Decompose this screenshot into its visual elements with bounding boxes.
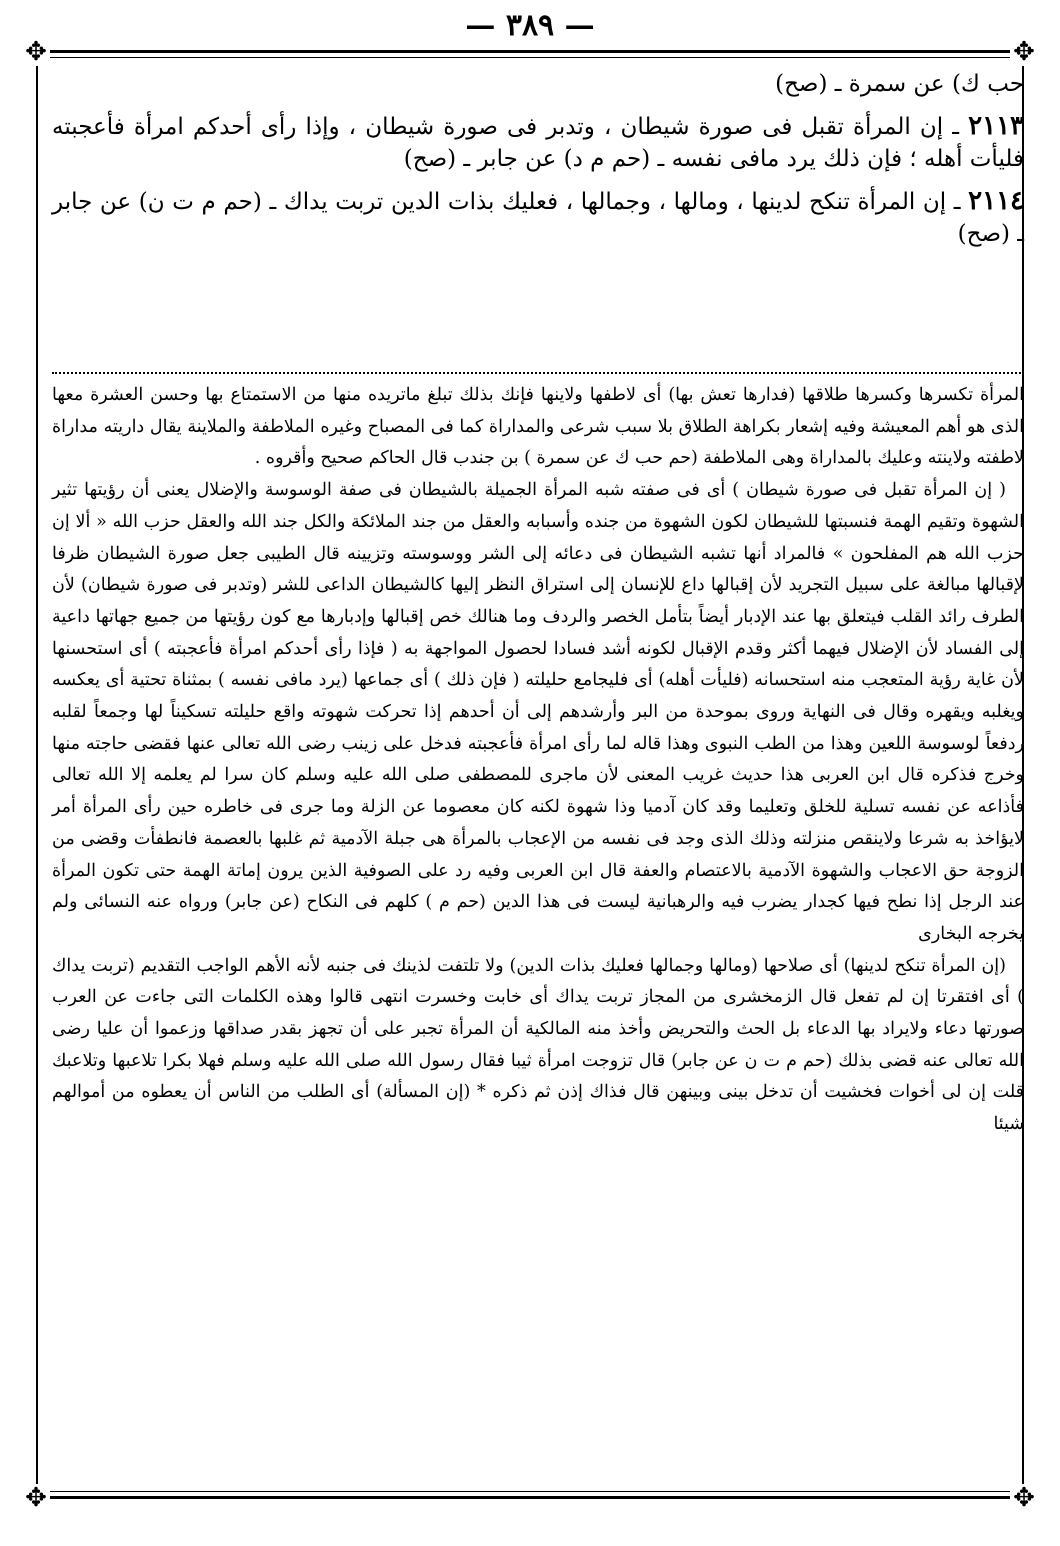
corner-ornament-icon: ✥ [22,1484,50,1512]
commentary-paragraph: (إن المرأة تنكح لدينها) أى صلاحها (ومالها وجمالها فعليك بذات الدين) ولا تلتفت لذينك فى جنبه لأنه الأهم الواجب التقديم (تربت يداك ) أى افتقرتا إن لم تفعل قال الزمخشرى من المجاز تربت يداك أى خابت وخسرت انتهى قالوا وهذه الكلمات التى جاءت عن العرب صورتها دعاء ولايراد بها الدعاء بل الحث والتحريض وأخذ منه المالكية أن المرأة تجبر على أن تجهز بقدر صداقها وزعموا أن عليا رضى الله تعالى عنه قضى بذلك (حم م ت ن عن جابر) قال تزوجت امرأة ثيبا فقال رسول الله صلى الله عليه وسلم فهلا بكرا تلاعبها وتلاعبك قلت إن لى أخوات فخشيت أن تدخل بينى وبينهن قال فذاك إذن ثم ذكره * (إن المسألة) أى الطلب من الناس أن يعطوه من أموالهم شيئا [52,955,1024,1135]
commentary-paragraph: ( إن المرأة تقبل فى صورة شيطان ) أى فى صفته شبه المرأة الجميلة بالشيطان فى صفة الوسوسة والإضلال يعنى أن رؤيتها تثير الشهوة وتقيم الهمة فنسبتها للشيطان لكون الشهوة من جنده وأسبابه والعقل من جند الملائكة والكل جند الله والعقل حزب الله « ألا إن حزب الله هم المفلحون » فالمراد أنها تشبه الشيطان فى دعائه إلى الشر ووسوسته وتزيينه قال الطيبى جعل صورة الشيطان ظرفا لإقبالها مبالغة على سبيل التجريد لأن إقبالها داع للإنسان إلى استراق النظر إليها كالشيطان الداعى للشر (وتدبر فى صورة شيطان) لأن الطرف رائد القلب فيتعلق بها عند الإدبار أيضاً بتأمل الخصر والردف وما هنالك خص إقبالها وإدبارها مع كون رؤيتها من جميع جهاتها داعية إلى الفساد لأن الإضلال فيهما أكثر وقدم الإقبال لكونه أشد فسادا لحصول المواجهة به ( فإذا رأى أحدكم امرأة فأعجبته ) أى استحسنها لأن غاية رؤية المتعجب منه استحسانه (فليأت أهله) أى فليجامع حليلته ( فإن ذلك ) أى جماعها (يرد مافى نفسه ) بمثناة تحتية أى يعكسه ويغلبه ويقهره وقال فى النهاية وروى بموحدة من البر وأرشدهم إلى أن أحدهم إذا تحركت شهوته واقع حليلته تسكيناً لها وجمعاً لقلبه ردفعاً لوسوسة اللعين وهذا من الطب النبوى وهذا قاله لما رأى امرأة فأعجبته فدخل على زينب رضى الله تعالى عنها فقضى حاجته منها وخرج فذكره قال ابن العربى هذا حديث غريب المعنى لأن ماجرى للمصطفى صلى الله عليه وسلم كان سرا لم يعلمه إلا الله تعالى فأذاعه عن نفسه تسلية للخلق وتعليما وقد كان آدميا وذا شهوة لكنه كان معصوما عن الزلة وما جرى فى خاطره حين رأى المرأة أمر لايؤاخذ به شرعا ولاينقص منزلته وذلك الذى وجد فى نفسه من الإعجاب بالمرأة هى جبلة الآدمية ثم غلبها بالعصمة فانطفأت وقضى من الزوجة حق الاعجاب والشهوة الآدمية بالاعتصام والعفة قال ابن العربى وفيه رد على الصوفية الذين يرون إماتة الهمة حتى تكون المرأة عند الرجل إذا نطح فيها كجدار يضرب فيه والرهبانية ليست فى هذا الدين (حم م ) كلهم فى النكاح (عن جابر) ورواه عنه النسائى ولم يخرجه البخارى [52,480,1024,944]
corner-ornament-icon: ✥ [22,38,50,66]
corner-ornament-icon: ✥ [1010,1484,1038,1512]
hadith-continuation: حب ك) عن سمرة ـ (صح) [775,71,1024,97]
corner-ornament-icon: ✥ [1010,38,1038,66]
hadith-text: ـ إن المرأة تنكح لدينها ، ومالها ، وجمالها ، فعليك بذات الدين تربت يداك ـ (حم م ت ن) عن جابر ـ (صح) [52,189,1024,247]
hadith-number: ٢١١٤ [968,186,1025,216]
hadith-text-block [52,68,1024,250]
bottom-border-rule-inner [30,1491,1030,1492]
dotted-separator [52,372,1024,374]
commentary-block [52,380,1024,1141]
hadith-entry-2113 [52,110,1024,175]
page-number: — ٣٨٩ — [465,8,595,43]
left-border-rule [36,58,38,1491]
hadith-number: ٢١١٣ [968,111,1024,141]
commentary-paragraph: المرأة تكسرها وكسرها طلاقها (فدارها تعش بها) أى لاطفها ولاينها فإنك بذلك تبلغ ماتريده منها من الاستمتاع بها وحسن العشرة معها الذى هو أهم المعيشة وفيه إشعار بكراهة الطلاق بلا سبب شرعى والمداراة كما فى المصباح وغيره الملاطفة والملاينة يقال داريته مداراة لاطفته ولاينته وعليك بالمداراة وهى الملاطفة (حم حب ك عن سمرة ) بن جندب قال الحاكم صحيح وأقروه . [52,385,1024,469]
hadith-text: ـ إن المرأة تقبل فى صورة شيطان ، وتدبر فى صورة شيطان ، وإذا رأى أحدكم امرأة فأعجبته فليأت أهله ؛ فإن ذلك يرد مافى نفسه ـ (حم م د) عن جابر ـ (صح) [52,114,1024,172]
hadith-entry-2114 [52,185,1024,250]
top-border-rule-inner [30,57,1030,58]
top-border-rule [30,50,1030,53]
bottom-border-rule [30,1496,1030,1499]
